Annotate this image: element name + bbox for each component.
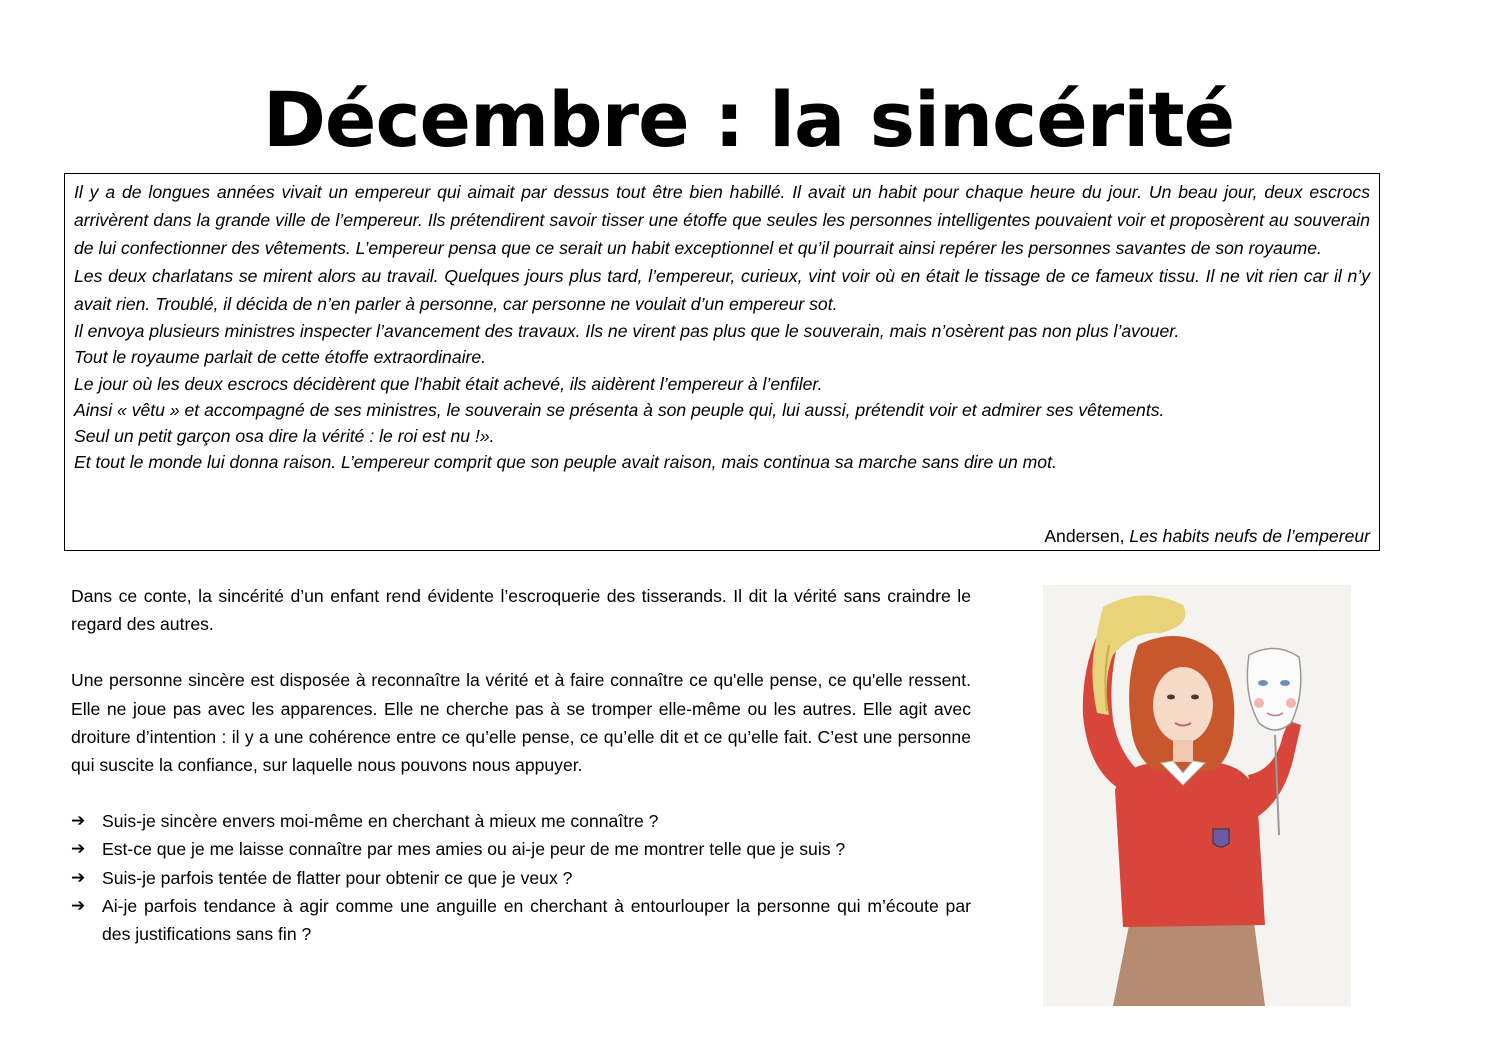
question-text: Est-ce que je me laisse connaître par mes amies ou ai-je peur de me montrer telle que je suis ?: [102, 839, 846, 860]
story-line: Il envoya plusieurs ministres inspecter l’avancement des travaux. Ils ne virent pas plus que le souverain, mais n’osèrent pas non plus l’avouer.: [74, 321, 1180, 341]
question-item: [71, 892, 971, 948]
story-line: Tout le royaume parlait de cette étoffe extraordinaire.: [74, 347, 487, 368]
story-paragraph: Il y a de longues années vivait un empereur qui aimait par dessus tout être bien habillé. Il avait un habit pour chaque heure du jour. Un beau jour, deux escrocs arrivèrent dans la grande ville de l’empereur. Ils prétendirent savoir tisser une étoffe que seules les personnes intelligentes pouvaient voir et proposèrent au souverain de lui confectionner des vêtements. L’empereur pensa que ce serait un habit exceptionnel et qu’il pourrait ainsi repérer les personnes savantes de son royaume.: [74, 182, 1370, 258]
question-text: Suis-je parfois tentée de flatter pour obtenir ce que je veux ?: [102, 867, 573, 888]
sweater-shape: [1115, 763, 1265, 927]
question-list: [71, 807, 971, 948]
commentary-paragraph: Dans ce conte, la sincérité d’un enfant rend évidente l’escroquerie des tisserands. Il dit la vérité sans craindre le regard des autres.: [71, 586, 971, 635]
crest-shape: [1213, 829, 1229, 847]
story-line: Seul un petit garçon osa dire la vérité : le roi est nu !».: [74, 426, 495, 447]
page-title: Décembre : la sincérité: [262, 75, 1235, 164]
story-line: Ainsi « vêtu » et accompagné de ses ministres, le souverain se présenta à son peuple qui, lui aussi, prétendit voir et admirer ses vêtements.: [74, 399, 1165, 420]
question-item: [71, 835, 971, 863]
story-paragraph: Les deux charlatans se mirent alors au travail. Quelques jours plus tard, l’empereur, curieux, vint voir où en était le tissage de ce fameux tissu. Il ne vit rien car il n’y avait rien. Troublé, il décida de n’en parler à personne, car personne ne voulait d’un empereur sot.: [74, 266, 1370, 314]
question-item: [71, 807, 971, 835]
story-line: Et tout le monde lui donna raison. L’empereur comprit que son peuple avait raison, mais continua sa marche sans dire un mot.: [74, 452, 1057, 473]
arrow-right-icon: ➔: [71, 811, 86, 831]
mask-shape: [1247, 648, 1300, 730]
attribution-work-title: Les habits neufs de l’empereur: [1129, 526, 1370, 546]
girl-with-mask-illustration: [1043, 585, 1351, 1006]
question-text: Ai-je parfois tendance à agir comme une anguille en cherchant à entourlouper la personne qui m’écoute par des justifications sans fin ?: [102, 895, 971, 945]
arrow-right-icon: ➔: [71, 867, 86, 887]
story-line: Le jour où les deux escrocs décidèrent que l’habit était achevé, ils aidèrent l’empereur à l’enfiler.: [74, 373, 823, 394]
story-box: [64, 173, 1380, 551]
face-shape: [1153, 667, 1213, 743]
question-item: [71, 864, 971, 892]
attribution-author: Andersen,: [1044, 526, 1130, 546]
commentary-paragraph: Une personne sincère est disposée à reconnaître la vérité et à faire connaître ce qu'elle pense, ce qu'elle ressent. Elle ne joue pas avec les apparences. Elle ne cherche pas à se tromper elle-même ou les autres. Elle agit avec droiture d’intention : il y a une cohérence entre ce qu’elle pense, ce qu’elle dit et ce qu’elle fait. C’est une personne qui suscite la confiance, sur laquelle nous pouvons nous appuyer.: [71, 670, 971, 776]
skirt-shape: [1113, 915, 1265, 1006]
story-attribution: [1044, 524, 1370, 548]
arrow-right-icon: ➔: [71, 839, 86, 859]
arrow-right-icon: ➔: [71, 895, 86, 915]
question-text: Suis-je sincère envers moi-même en cherchant à mieux me connaître ?: [102, 811, 659, 832]
commentary-section: [71, 582, 971, 948]
